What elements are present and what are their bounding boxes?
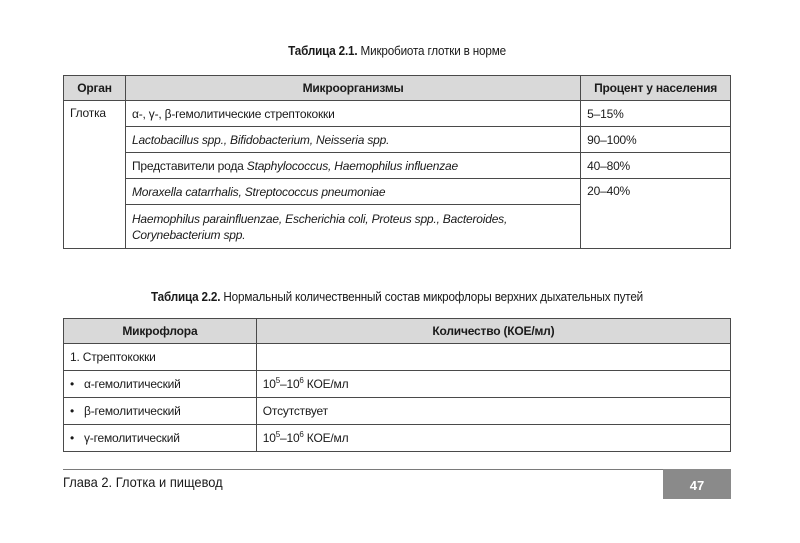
microflora-cell xyxy=(64,425,257,452)
percent-cell: 40–80% xyxy=(581,153,731,179)
microbiota-table xyxy=(63,75,731,249)
percent-cell: 20–40% xyxy=(581,179,731,249)
header-percent: Процент у населения xyxy=(581,76,731,101)
header-microflora: Микрофлора xyxy=(64,319,257,344)
organisms-cell: α-, γ-, β-гемолитические стрептококки xyxy=(125,101,580,127)
quantity-base: –10 xyxy=(280,431,300,445)
organisms-cell xyxy=(125,127,580,153)
organisms-line1: Haemophilus parainfluenzae, Escherichia coli, Proteus spp., Bacteroides, xyxy=(131,211,508,226)
quantity-unit: КОЕ/мл xyxy=(303,377,349,391)
quantity-exponent: 5 xyxy=(275,376,280,385)
table-row xyxy=(64,101,731,127)
group-label-cell: 1. Стрептококки xyxy=(64,344,257,371)
table-row xyxy=(64,425,731,452)
header-organ: Орган xyxy=(64,76,126,101)
percent-cell: 5–15% xyxy=(581,101,731,127)
footer-divider xyxy=(63,469,663,470)
organisms-text: Moraxella catarrhalis, Streptococcus pneumoniae xyxy=(131,184,386,199)
quantity-exponent: 6 xyxy=(299,376,304,385)
microflora-table xyxy=(63,318,731,452)
table-header-row xyxy=(64,319,731,344)
table1-caption-number: Таблица 2.1. xyxy=(288,43,358,58)
quantity-exponent: 5 xyxy=(275,430,280,439)
microflora-cell xyxy=(64,371,257,398)
table-row xyxy=(64,371,731,398)
microflora-name: α-гемолитический xyxy=(84,377,181,391)
organisms-prefix: Представители рода xyxy=(131,158,247,173)
microflora-cell xyxy=(64,398,257,425)
quantity-unit: КОЕ/мл xyxy=(303,431,349,445)
microflora-name: β-гемолитический xyxy=(84,404,181,418)
table-row xyxy=(64,153,731,179)
table2-caption-number: Таблица 2.2. xyxy=(150,289,221,304)
table-row xyxy=(64,398,731,425)
bullet-icon: • xyxy=(70,377,75,391)
quantity-base: 10 xyxy=(262,377,276,391)
chapter-title: Глава 2. Глотка и пищевод xyxy=(63,474,223,490)
page-number: 47 xyxy=(663,469,731,499)
table-row xyxy=(64,344,731,371)
microflora-name: γ-гемолитический xyxy=(84,431,180,445)
bullet-icon: • xyxy=(70,404,75,418)
organisms-text: Lactobacillus spp., Bifidobacterium, Neisseria spp. xyxy=(131,132,390,147)
table-row xyxy=(64,127,731,153)
quantity-cell xyxy=(256,371,730,398)
table-row xyxy=(64,179,731,205)
table1-caption xyxy=(96,43,697,58)
quantity-base: –10 xyxy=(280,377,300,391)
quantity-cell: Отсутствует xyxy=(256,398,730,425)
organisms-cell xyxy=(125,153,580,179)
quantity-cell xyxy=(256,425,730,452)
header-organisms: Микроорганизмы xyxy=(125,76,580,101)
table2-caption-title: Нормальный количественный состав микрофлоры верхних дыхательных путей xyxy=(220,289,644,304)
table-header-row xyxy=(64,76,731,101)
percent-cell: 90–100% xyxy=(581,127,731,153)
organisms-text: Staphylococcus, Haemophilus influenzae xyxy=(246,158,458,173)
empty-cell xyxy=(256,344,730,371)
quantity-exponent: 6 xyxy=(299,430,304,439)
quantity-base: 10 xyxy=(262,431,276,445)
table1-caption-title: Микробиота глотки в норме xyxy=(357,43,506,58)
organisms-cell xyxy=(125,179,580,205)
table2-caption xyxy=(96,289,697,304)
organisms-line2: Corynebacterium spp. xyxy=(131,227,246,242)
bullet-icon: • xyxy=(70,431,75,445)
organ-cell: Глотка xyxy=(64,101,126,249)
header-quantity: Количество (КОЕ/мл) xyxy=(256,319,730,344)
organisms-cell xyxy=(125,205,580,249)
